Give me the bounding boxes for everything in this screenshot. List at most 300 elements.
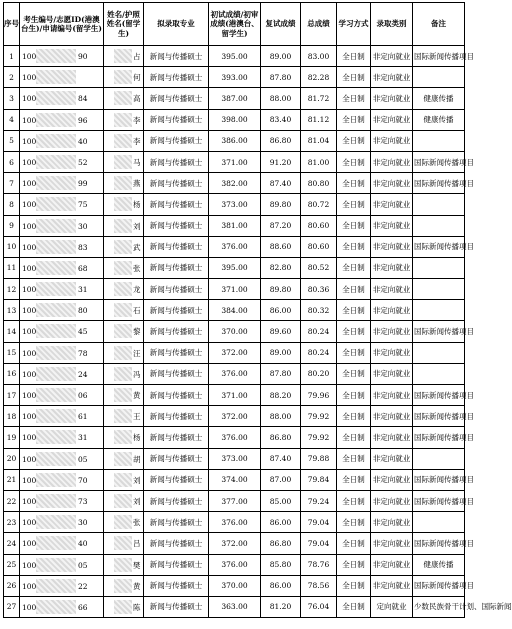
admission-type: 非定向就业: [371, 490, 413, 511]
major: 新闻与传播硕士: [144, 596, 209, 617]
table-row: [4, 490, 465, 511]
candidate-id-prefix: 100: [22, 136, 37, 146]
retest-score: 88.00: [261, 406, 301, 427]
prelim-score: 384.00: [209, 300, 261, 321]
remark: 健康传播: [413, 88, 465, 109]
row-index: 18: [4, 406, 20, 427]
candidate-name: [104, 130, 144, 151]
major: 新闻与传播硕士: [144, 130, 209, 151]
retest-score: 86.00: [261, 575, 301, 596]
row-index: 8: [4, 194, 20, 215]
retest-score: 88.20: [261, 385, 301, 406]
row-index: 16: [4, 363, 20, 384]
retest-score: 89.60: [261, 321, 301, 342]
total-score: 78.56: [301, 575, 337, 596]
major: 新闻与传播硕士: [144, 512, 209, 533]
candidate-id-suffix: 70: [78, 475, 88, 485]
candidate-id: [20, 575, 104, 596]
study-mode: 全日制: [337, 257, 371, 278]
candidate-id-suffix: 40: [78, 136, 88, 146]
total-score: 79.96: [301, 385, 337, 406]
major: 新闻与传播硕士: [144, 88, 209, 109]
remark: 健康传播: [413, 554, 465, 575]
prelim-score: 387.00: [209, 88, 261, 109]
candidate-name: [104, 151, 144, 172]
total-score: 79.92: [301, 406, 337, 427]
candidate-id: [20, 46, 104, 67]
redaction-mask: [36, 176, 76, 190]
candidate-name: [104, 88, 144, 109]
table-row: [4, 469, 465, 490]
table-row: [4, 533, 465, 554]
header-major: 拟录取专业: [144, 3, 209, 46]
major: 新闻与传播硕士: [144, 363, 209, 384]
admission-type: 非定向就业: [371, 88, 413, 109]
admission-type: 非定向就业: [371, 575, 413, 596]
prelim-score: 370.00: [209, 321, 261, 342]
candidate-name-visible: 黄: [133, 391, 141, 400]
redaction-mask: [114, 536, 132, 550]
redaction-mask: [36, 558, 76, 572]
redaction-mask: [36, 155, 76, 169]
study-mode: 全日制: [337, 130, 371, 151]
row-index: 13: [4, 300, 20, 321]
row-index: 20: [4, 448, 20, 469]
prelim-score: 373.00: [209, 194, 261, 215]
candidate-name: [104, 342, 144, 363]
redaction-mask: [114, 600, 132, 614]
row-index: 15: [4, 342, 20, 363]
major: 新闻与传播硕士: [144, 448, 209, 469]
candidate-id-prefix: 100: [22, 263, 37, 273]
candidate-name: [104, 448, 144, 469]
prelim-score: 376.00: [209, 554, 261, 575]
candidate-name: [104, 406, 144, 427]
remark: [413, 300, 465, 321]
retest-score: 85.00: [261, 490, 301, 511]
redaction-mask: [114, 240, 132, 254]
study-mode: 全日制: [337, 46, 371, 67]
total-score: 82.28: [301, 67, 337, 88]
redaction-mask: [36, 219, 76, 233]
header-note: 备注: [413, 3, 465, 46]
redaction-mask: [114, 176, 132, 190]
retest-score: 86.80: [261, 533, 301, 554]
admission-type: 非定向就业: [371, 300, 413, 321]
candidate-name: [104, 321, 144, 342]
row-index: 17: [4, 385, 20, 406]
study-mode: 全日制: [337, 363, 371, 384]
candidate-name-visible: 龙: [133, 285, 141, 295]
study-mode: 全日制: [337, 279, 371, 300]
candidate-id: [20, 321, 104, 342]
retest-score: 86.00: [261, 512, 301, 533]
major: 新闻与传播硕士: [144, 427, 209, 448]
total-score: 79.24: [301, 490, 337, 511]
redaction-mask: [114, 388, 132, 402]
candidate-id: [20, 385, 104, 406]
candidate-name: [104, 469, 144, 490]
prelim-score: 376.00: [209, 427, 261, 448]
candidate-id: [20, 363, 104, 384]
candidate-name: [104, 533, 144, 554]
candidate-name-visible: 汪: [133, 348, 141, 358]
redaction-mask: [36, 240, 76, 254]
study-mode: 全日制: [337, 406, 371, 427]
admission-table: [3, 2, 512, 618]
redaction-mask: [36, 452, 76, 466]
admission-type: 非定向就业: [371, 257, 413, 278]
admission-type: 非定向就业: [371, 215, 413, 236]
header-row: [4, 3, 465, 46]
redaction-mask: [36, 430, 76, 444]
total-score: 80.36: [301, 279, 337, 300]
redaction-mask: [114, 346, 132, 360]
candidate-name-visible: 王: [133, 412, 141, 422]
major: 新闻与传播硕士: [144, 109, 209, 130]
remark: 国际新闻传播项目: [413, 46, 465, 67]
redaction-mask: [36, 113, 76, 127]
remark: [413, 130, 465, 151]
row-index: 11: [4, 257, 20, 278]
admission-type: 非定向就业: [371, 533, 413, 554]
prelim-score: 371.00: [209, 385, 261, 406]
candidate-id-suffix: 24: [78, 369, 88, 379]
candidate-id-suffix: 31: [78, 285, 88, 295]
prelim-score: 371.00: [209, 279, 261, 300]
total-score: 81.04: [301, 130, 337, 151]
study-mode: 全日制: [337, 427, 371, 448]
header-retest: 复试成绩: [261, 3, 301, 46]
prelim-score: 376.00: [209, 512, 261, 533]
total-score: 83.00: [301, 46, 337, 67]
prelim-score: 372.00: [209, 406, 261, 427]
row-index: 12: [4, 279, 20, 300]
candidate-id-suffix: 40: [78, 539, 88, 549]
retest-score: 82.80: [261, 257, 301, 278]
candidate-id: [20, 406, 104, 427]
prelim-score: 374.00: [209, 469, 261, 490]
table-row: [4, 596, 465, 617]
candidate-name-visible: 何: [133, 73, 141, 83]
redaction-mask: [36, 473, 76, 487]
redaction-mask: [36, 536, 76, 550]
remark: 国际新闻传播项目: [413, 173, 465, 194]
redaction-mask: [36, 600, 76, 614]
candidate-id-suffix: 06: [78, 391, 88, 400]
admission-type: 定向就业: [371, 596, 413, 617]
prelim-score: 386.00: [209, 130, 261, 151]
candidate-name-visible: 李: [133, 115, 141, 125]
candidate-name: [104, 215, 144, 236]
prelim-score: 370.00: [209, 575, 261, 596]
candidate-name: [104, 46, 144, 67]
candidate-name-visible: 陈: [133, 602, 141, 612]
candidate-name-visible: 占: [133, 52, 141, 61]
redaction-mask: [114, 155, 132, 169]
candidate-name-visible: 燕: [133, 179, 141, 189]
table-body: [4, 46, 512, 618]
redaction-mask: [36, 91, 76, 105]
remark: 国际新闻传播项目: [413, 427, 465, 448]
row-index: 2: [4, 67, 20, 88]
admission-type: 非定向就业: [371, 469, 413, 490]
candidate-id-suffix: 78: [78, 348, 88, 358]
remark: 国际新闻传播项目: [413, 469, 465, 490]
study-mode: 全日制: [337, 88, 371, 109]
redaction-mask: [114, 113, 132, 127]
candidate-id-prefix: 100: [22, 391, 37, 400]
table-row: [4, 257, 465, 278]
table-row: [4, 406, 465, 427]
table-row: [4, 88, 465, 109]
row-index: 27: [4, 596, 20, 617]
candidate-name: [104, 490, 144, 511]
retest-score: 88.00: [261, 88, 301, 109]
total-score: 80.60: [301, 236, 337, 257]
candidate-id: [20, 88, 104, 109]
candidate-id: [20, 257, 104, 278]
candidate-id-prefix: 100: [22, 157, 37, 167]
header-id: 考生编号/志愿ID(港澳台生)/申请编号(留学生): [20, 3, 104, 46]
remark: 国际新闻传播项目: [413, 490, 465, 511]
admission-type: 非定向就业: [371, 448, 413, 469]
total-score: 81.12: [301, 109, 337, 130]
candidate-id: [20, 130, 104, 151]
row-index: 1: [4, 46, 20, 67]
total-score: 80.72: [301, 194, 337, 215]
study-mode: 全日制: [337, 533, 371, 554]
candidate-id: [20, 533, 104, 554]
retest-score: 87.80: [261, 363, 301, 384]
total-score: 79.88: [301, 448, 337, 469]
study-mode: 全日制: [337, 321, 371, 342]
row-index: 10: [4, 236, 20, 257]
remark: 国际新闻传播项目: [413, 533, 465, 554]
retest-score: 88.60: [261, 236, 301, 257]
table-row: [4, 342, 465, 363]
redaction-mask: [36, 134, 76, 148]
table-row: [4, 554, 465, 575]
candidate-id-suffix: 83: [78, 242, 88, 252]
row-index: 19: [4, 427, 20, 448]
remark: [413, 279, 465, 300]
candidate-name: [104, 257, 144, 278]
header-name: 姓名/护照姓名(留学生): [104, 3, 144, 46]
retest-score: 86.80: [261, 427, 301, 448]
remark: 国际新闻传播项目: [413, 236, 465, 257]
remark: 国际新闻传播项目: [413, 385, 465, 406]
admission-type: 非定向就业: [371, 194, 413, 215]
redaction-mask: [36, 388, 76, 402]
candidate-id: [20, 596, 104, 617]
candidate-name: [104, 67, 144, 88]
remark: [413, 342, 465, 363]
candidate-id-suffix: 90: [78, 52, 88, 61]
candidate-name-visible: 黄: [133, 581, 141, 591]
admission-type: 非定向就业: [371, 109, 413, 130]
candidate-id: [20, 300, 104, 321]
candidate-name: [104, 194, 144, 215]
candidate-id-prefix: 100: [22, 496, 37, 506]
candidate-name: [104, 300, 144, 321]
redaction-mask: [114, 409, 132, 423]
header-mode: 学习方式: [337, 3, 371, 46]
candidate-id: [20, 469, 104, 490]
redaction-mask: [114, 282, 132, 296]
candidate-id-prefix: 100: [22, 539, 37, 549]
retest-score: 87.40: [261, 173, 301, 194]
remark: [413, 215, 465, 236]
remark: [413, 257, 465, 278]
total-score: 79.92: [301, 427, 337, 448]
admission-type: 非定向就业: [371, 554, 413, 575]
retest-score: 85.80: [261, 554, 301, 575]
total-score: 80.24: [301, 342, 337, 363]
candidate-name: [104, 554, 144, 575]
total-score: 80.52: [301, 257, 337, 278]
candidate-id-prefix: 100: [22, 454, 37, 464]
prelim-score: 395.00: [209, 257, 261, 278]
candidate-id: [20, 554, 104, 575]
redaction-mask: [36, 409, 76, 423]
row-index: 5: [4, 130, 20, 151]
admission-type: 非定向就业: [371, 385, 413, 406]
row-index: 22: [4, 490, 20, 511]
redaction-mask: [114, 197, 132, 211]
major: 新闻与传播硕士: [144, 385, 209, 406]
prelim-score: 377.00: [209, 490, 261, 511]
candidate-id-prefix: 100: [22, 348, 37, 358]
candidate-id-prefix: 100: [22, 73, 37, 83]
candidate-id-prefix: 100: [22, 581, 37, 591]
major: 新闻与传播硕士: [144, 151, 209, 172]
retest-score: 89.00: [261, 46, 301, 67]
study-mode: 全日制: [337, 300, 371, 321]
remark: [413, 194, 465, 215]
candidate-name: [104, 575, 144, 596]
prelim-score: 393.00: [209, 67, 261, 88]
prelim-score: 376.00: [209, 363, 261, 384]
major: 新闻与传播硕士: [144, 257, 209, 278]
admission-type: 非定向就业: [371, 363, 413, 384]
candidate-id-suffix: 84: [78, 94, 88, 104]
candidate-id-suffix: 05: [78, 560, 88, 570]
study-mode: 全日制: [337, 490, 371, 511]
candidate-id-suffix: 96: [78, 115, 88, 125]
candidate-id-prefix: 100: [22, 602, 37, 612]
candidate-id-suffix: 80: [78, 306, 88, 316]
candidate-id-suffix: 68: [78, 263, 88, 273]
admission-type: 非定向就业: [371, 151, 413, 172]
study-mode: 全日制: [337, 151, 371, 172]
remark: [413, 67, 465, 88]
major: 新闻与传播硕士: [144, 46, 209, 67]
redaction-mask: [114, 494, 132, 508]
redaction-mask: [114, 261, 132, 275]
admission-type: 非定向就业: [371, 46, 413, 67]
candidate-name: [104, 512, 144, 533]
table-row: [4, 151, 465, 172]
total-score: 81.72: [301, 88, 337, 109]
candidate-name-visible: 刘: [133, 475, 141, 485]
total-score: 80.60: [301, 215, 337, 236]
redaction-mask: [36, 324, 76, 338]
table-row: [4, 575, 465, 596]
prelim-score: 381.00: [209, 215, 261, 236]
study-mode: 全日制: [337, 342, 371, 363]
retest-score: 87.80: [261, 67, 301, 88]
header-idx: 序号: [4, 3, 20, 46]
redaction-mask: [36, 70, 76, 84]
candidate-name-visible: 吕: [133, 539, 141, 549]
redaction-mask: [36, 303, 76, 317]
total-score: 79.04: [301, 512, 337, 533]
major: 新闻与传播硕士: [144, 469, 209, 490]
redaction-mask: [114, 367, 132, 381]
candidate-name: [104, 109, 144, 130]
study-mode: 全日制: [337, 173, 371, 194]
retest-score: 83.40: [261, 109, 301, 130]
candidate-id-prefix: 100: [22, 327, 37, 337]
remark: 国际新闻传播项目: [413, 151, 465, 172]
prelim-score: 372.00: [209, 342, 261, 363]
candidate-id-prefix: 100: [22, 52, 37, 61]
redaction-mask: [114, 49, 132, 63]
redaction-mask: [114, 303, 132, 317]
prelim-score: 395.00: [209, 46, 261, 67]
candidate-name-visible: 武: [133, 242, 141, 252]
candidate-name-visible: 刘: [133, 496, 141, 506]
candidate-id-prefix: 100: [22, 94, 37, 104]
major: 新闻与传播硕士: [144, 279, 209, 300]
study-mode: 全日制: [337, 385, 371, 406]
prelim-score: 398.00: [209, 109, 261, 130]
candidate-id-prefix: 100: [22, 179, 37, 189]
study-mode: 全日制: [337, 194, 371, 215]
remark: 国际新闻传播项目: [413, 406, 465, 427]
candidate-id: [20, 490, 104, 511]
study-mode: 全日制: [337, 67, 371, 88]
remark: 健康传播: [413, 109, 465, 130]
major: 新闻与传播硕士: [144, 575, 209, 596]
candidate-id: [20, 215, 104, 236]
table-row: [4, 130, 465, 151]
redaction-mask: [36, 494, 76, 508]
table-row: [4, 173, 465, 194]
candidate-id-prefix: 100: [22, 221, 37, 231]
candidate-id-prefix: 100: [22, 200, 37, 210]
total-score: 80.20: [301, 363, 337, 384]
redaction-mask: [114, 579, 132, 593]
redaction-mask: [114, 558, 132, 572]
row-index: 23: [4, 512, 20, 533]
candidate-id-suffix: 45: [78, 327, 88, 337]
major: 新闻与传播硕士: [144, 342, 209, 363]
table-row: [4, 279, 465, 300]
table-row: [4, 448, 465, 469]
candidate-id: [20, 194, 104, 215]
study-mode: 全日制: [337, 215, 371, 236]
candidate-id-suffix: 66: [78, 602, 88, 612]
redaction-mask: [36, 346, 76, 360]
candidate-name: [104, 173, 144, 194]
redaction-mask: [114, 219, 132, 233]
redaction-mask: [114, 324, 132, 338]
candidate-id: [20, 67, 104, 88]
study-mode: 全日制: [337, 596, 371, 617]
retest-score: 87.20: [261, 215, 301, 236]
